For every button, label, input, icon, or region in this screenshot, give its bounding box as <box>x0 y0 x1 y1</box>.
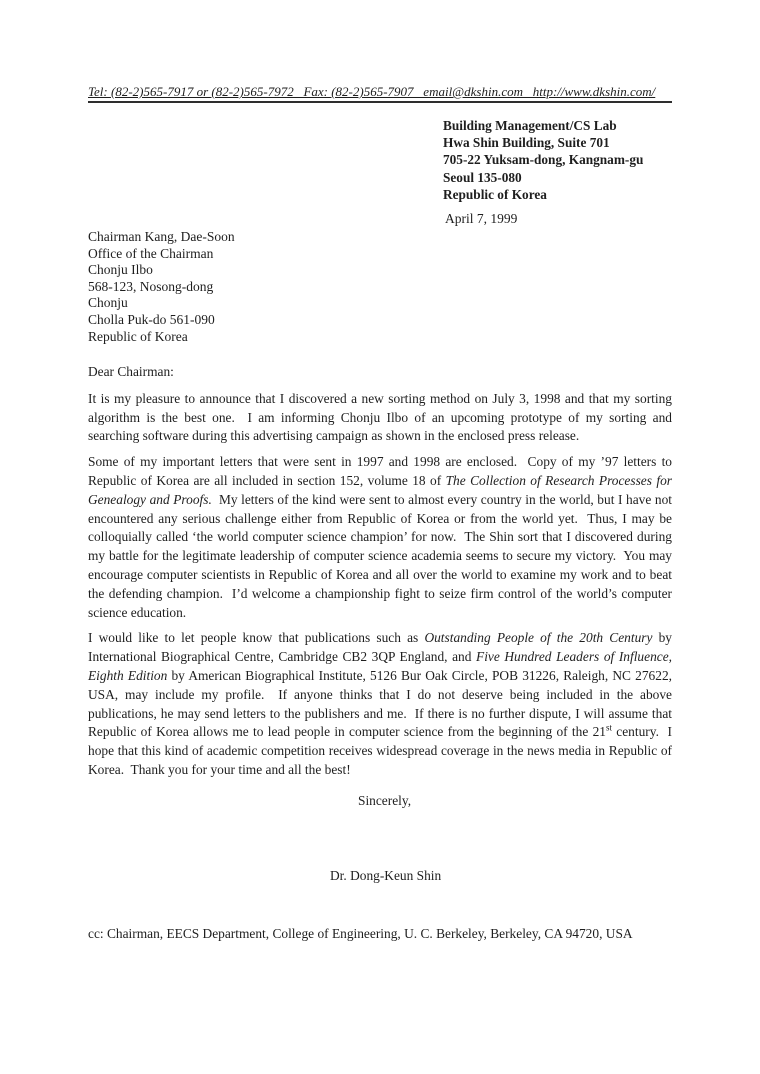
letterhead-rule <box>88 84 672 103</box>
recipient-address-line: Chairman Kang, Dae-Soon <box>88 229 235 244</box>
sender-address-line: 705-22 Yuksam-dong, Kangnam-gu <box>443 152 644 168</box>
body-paragraph-3: I would like to let people know that publications such as Outstanding People of the 20th Century by International Biographical Centre, Cambridge CB2 3QP England, and Five Hundred Leaders of Influence, Eighth Edition by American Biographical Institute, 5126 Bur Oak Circle, POB 31226, Raleigh, NC 27622, USA, may include my profile. If anyone thinks that I do not deserve being included in the above publications, he may send letters to the publishers and me. If there is no further dispute, I will assume that Republic of Korea allows me to lead people in computer science from the beginning of the 21st century. I hope that this kind of academic competition receives widespread coverage in the news media in Republic of Korea. Thank you for your time and all the best! <box>88 630 673 777</box>
sender-address-line: Republic of Korea <box>443 186 547 202</box>
recipient-address-line: 568-123, Nosong-dong <box>88 278 214 294</box>
contact-info-line: Tel: (82-2)565-7917 or (82-2)565-7972 Fax: (82-2)565-7907 email@dkshin.com http://www.dkshin.com/ <box>88 84 656 99</box>
recipient-address-line: Office of the Chairman <box>88 245 214 261</box>
sender-address-line: Hwa Shin Building, Suite 701 <box>443 135 610 151</box>
signature-name: Dr. Dong-Keun Shin <box>330 867 442 883</box>
body-paragraph-1: It is my pleasure to announce that I discovered a new sorting method on July 3, 1998 and that my sorting algorithm is the best one. I am informing Chonju Ilbo of an upcoming prototype of my sorting and searching software during this advertising campaign as shown in the enclosed press release. <box>88 390 672 444</box>
recipient-address <box>88 229 235 345</box>
sender-address-line: Seoul 135-080 <box>443 169 522 185</box>
letter-date: April 7, 1999 <box>445 211 518 226</box>
salutation: Dear Chairman: <box>88 364 174 379</box>
recipient-address-line: Chonju <box>88 295 128 311</box>
recipient-address-line: Chonju Ilbo <box>88 262 153 278</box>
body-paragraph-2: Some of my important letters that were sent in 1997 and 1998 are enclosed. Copy of my ’97 letters to Republic of Korea are all included in section 152, volume 18 of The Collection of Research Processes for Genealogy and Proofs. My letters of the kind were sent to almost every country in the world, but I have not encountered any serious challenge either from Republic of Korea or from the world yet. Thus, I may be colloquially called ‘the world computer science champion’ for now. The Shin sort that I discovered during my battle for the legitimate leadership of computer science academia seems to secure my victory. You may encourage computer scientists in Republic of Korea and all over the world to examine my work and to beat the defending champion. I’d welcome a championship fight to seize firm control of the world’s computer science education. <box>88 454 672 620</box>
sender-address-line: Building Management/CS Lab <box>443 118 617 133</box>
recipient-address-line: Republic of Korea <box>88 328 188 344</box>
letter-body <box>88 363 672 944</box>
sender-address <box>443 117 643 203</box>
recipient-address-line: Cholla Puk-do 561-090 <box>88 311 215 327</box>
valediction: Sincerely, <box>358 792 412 808</box>
cc-line: cc: Chairman, EECS Department, College of Engineering, U. C. Berkeley, Berkeley, CA 94720, USA <box>88 926 633 942</box>
